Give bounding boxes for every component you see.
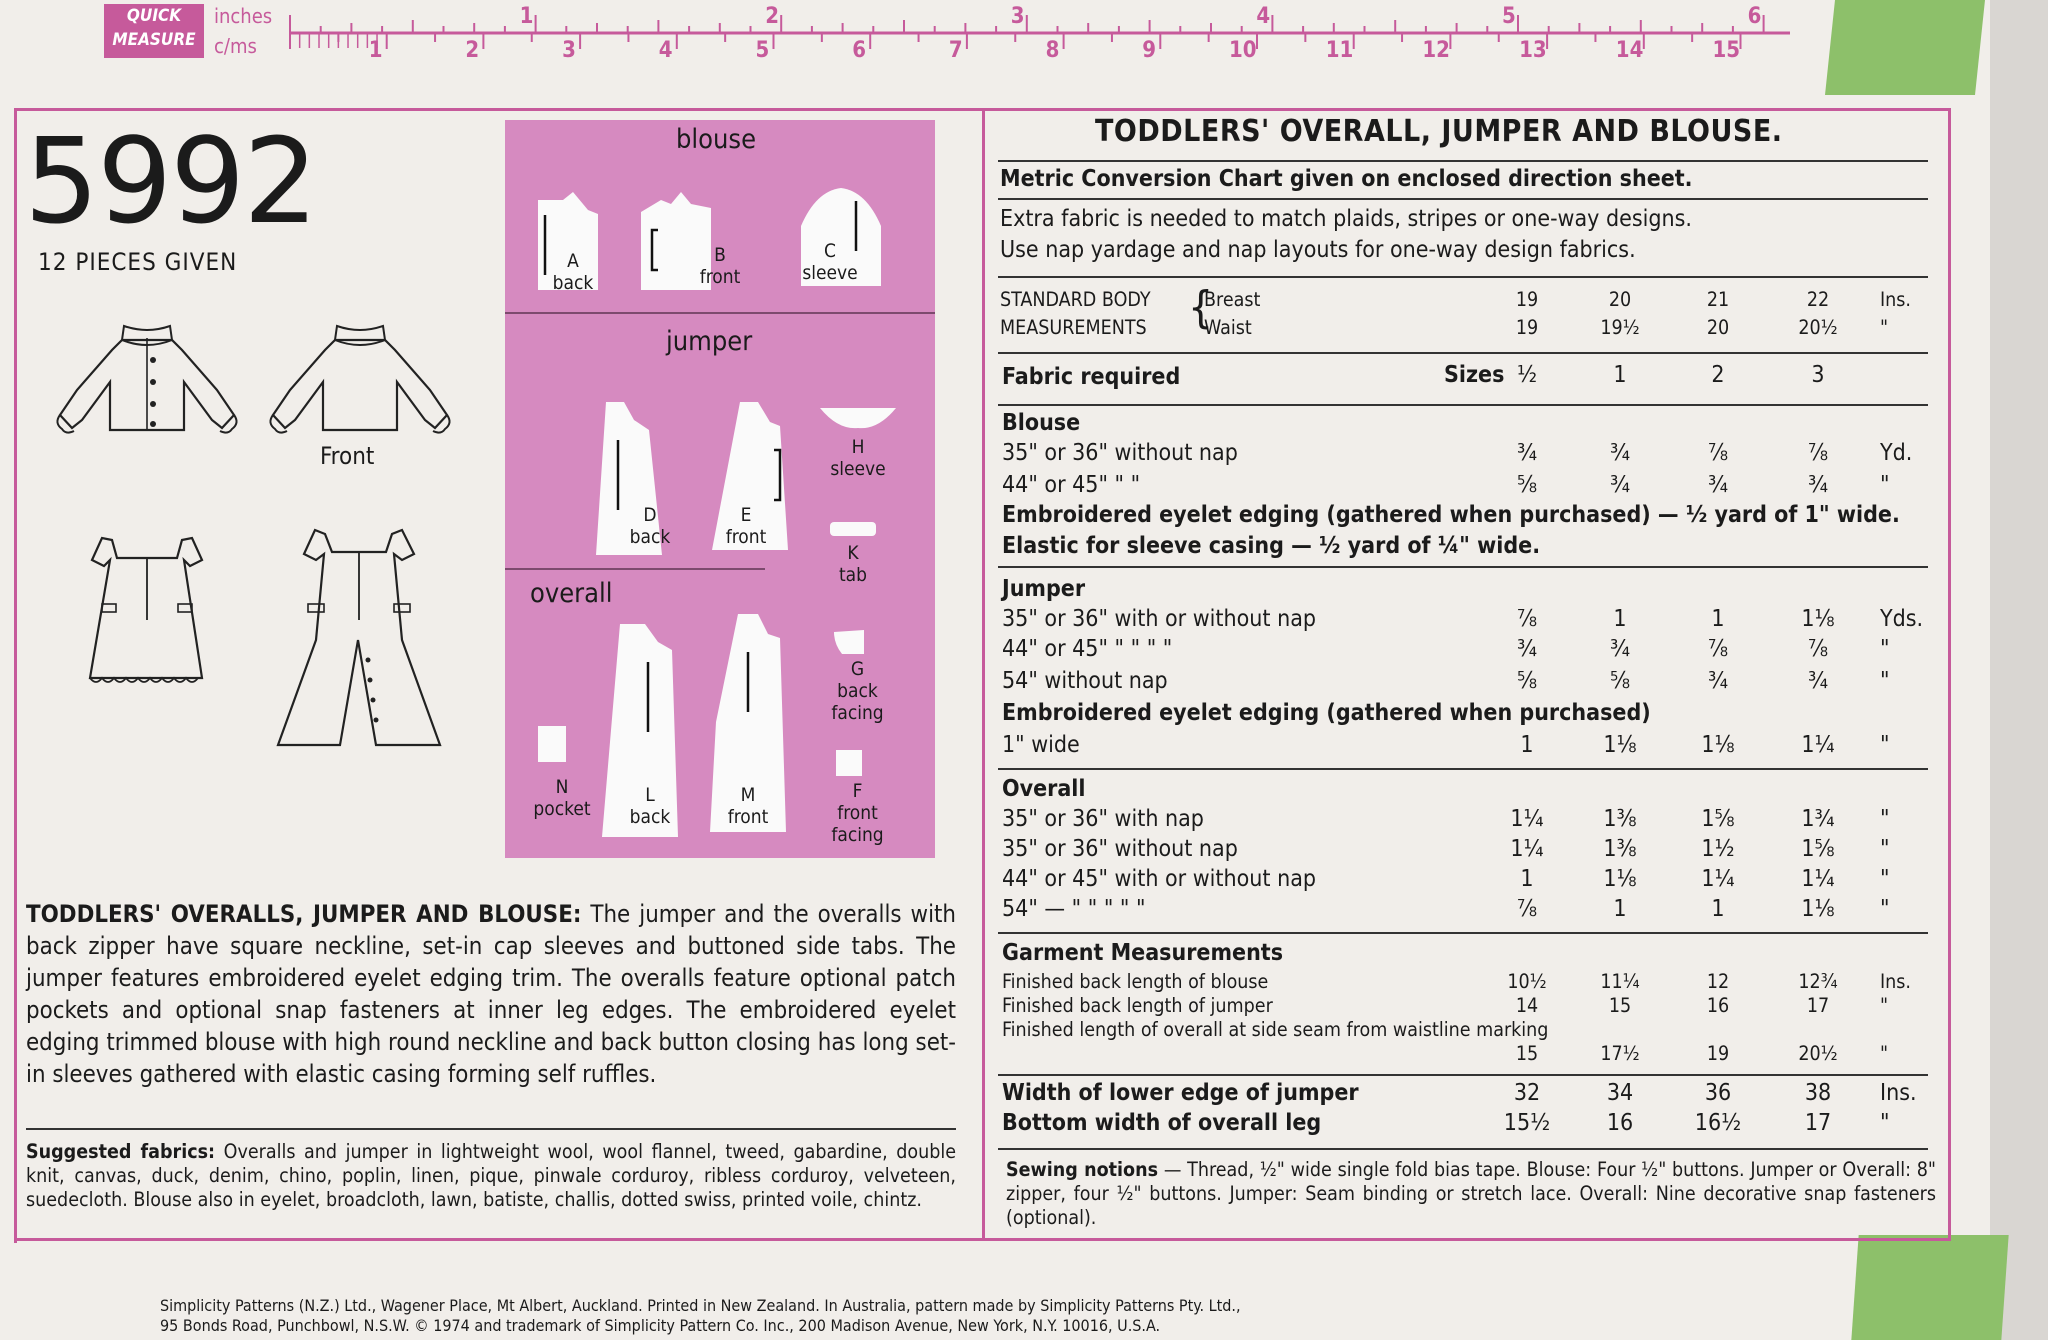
piece-b-name: front [699,266,741,288]
badge-line-2: MEASURE [112,30,196,50]
row-value: 1¼ [1801,866,1835,892]
piece-h-label [818,436,898,480]
body-brace: { [1188,282,1214,333]
breast-value: 19 [1515,288,1539,311]
row-value: 1⅛ [1801,606,1835,632]
panel-title-overall: overall [530,578,613,609]
table-rule [998,566,1928,568]
row-value: ⅝ [1609,668,1631,694]
metric-note: Metric Conversion Chart given on enclosed direction sheet. [1000,166,1693,192]
rule-1 [998,160,1928,162]
waist-value: 19½ [1600,316,1640,339]
row-value: 19 [1706,1042,1730,1065]
row-value: 12¾ [1798,970,1838,993]
row-value: 1¼ [1510,806,1544,832]
description-body: The jumper and the overalls with back zipper have square neckline, set-in cap sleeves and buttoned side tabs. The jumper features embroidered eyelet edging trim. The overalls feature optional patch pockets and optional snap fasteners at inner leg edges. The embroidered eyelet edging trimmed blouse with high round neckline and back button closing has long set-in sleeves gathered with elastic casing forming self ruffles. [26,900,956,1088]
piece-m-name: front [727,806,769,828]
width-jumper-value: 32 [1513,1080,1541,1106]
footer-line-2: 95 Bonds Road, Punchbowl, N.S.W. © 1974 and trademark of Simplicity Pattern Co. Inc., 200 Madison Avenue, New York, N.Y. 10016, U.S.A. [160,1316,1161,1335]
piece-c-letter: C [824,240,836,262]
piece-d-letter: D [643,504,657,526]
rule-4 [998,352,1928,354]
piece-k-label [818,542,888,586]
front-label: Front [320,442,375,470]
table-unit: " [1880,472,1890,498]
piece-k-letter: K [847,542,859,564]
row-label: 35" or 36" with or without nap [1002,606,1317,632]
table-unit: Ins. [1880,970,1912,993]
row-value: 1⅛ [1701,732,1735,758]
breast-value: 20 [1608,288,1632,311]
cm-mark-label: 5 [755,38,770,63]
cm-mark-label: 14 [1615,38,1644,63]
row-value: ¾ [1609,440,1631,466]
table-rule [998,932,1928,934]
width-jumper-value: 34 [1606,1080,1634,1106]
cm-mark-label: 10 [1229,38,1257,63]
cm-mark-label: 12 [1422,38,1450,63]
cm-mark-label: 3 [562,38,576,63]
row-value: 17½ [1600,1042,1640,1065]
badge-line-1: QUICK [126,6,182,26]
blouse-front-sketch [265,320,455,440]
table-rule [998,1074,1928,1076]
jumper-eyelet: Embroidered eyelet edging (gathered when purchased) [1002,700,1651,726]
table-unit: " [1880,732,1890,758]
blouse-back-sketch [52,320,242,440]
cm-mark-label: 13 [1519,38,1547,63]
rule-5 [998,404,1928,406]
piece-g-label [820,658,895,724]
breast-label: Breast [1204,288,1261,311]
table-unit: " [1880,1110,1890,1136]
cm-mark-label: 8 [1045,38,1060,63]
footer-line-1: Simplicity Patterns (N.Z.) Ltd., Wagener Place, Mt Albert, Auckland. Printed in New Zealand. In Australia, pattern made by Simplicity Patterns Pty. Ltd., [160,1296,1241,1315]
width-overall-label: Bottom width of overall leg [1002,1110,1322,1136]
pattern-description [26,898,956,1090]
piece-f-letter: F [852,780,863,802]
row-value: ¾ [1707,472,1729,498]
row-label: Finished back length of blouse [1002,970,1269,993]
blouse-elastic: Elastic for sleeve casing — ½ yard of ¼" wide. [1002,533,1541,559]
right-frame-edge [1948,108,1951,1240]
row-value: 1⅛ [1801,896,1835,922]
table-unit: " [1880,806,1890,832]
row-label: Finished back length of jumper [1002,994,1273,1017]
table-unit: " [1880,836,1890,862]
jumper-section-title: Jumper [1002,576,1086,602]
piece-e-label [716,504,776,548]
waist-value: 20½ [1798,316,1838,339]
right-top-line [985,108,1951,111]
piece-a-name: back [552,272,594,294]
description-divider [26,1128,956,1130]
size-header: ½ [1516,362,1538,388]
waist-value: 19 [1515,316,1539,339]
garment-section-title: Garment Measurements [1002,940,1284,966]
piece-n-name: pocket [533,798,591,820]
cm-mark-label: 2 [465,38,480,63]
suggested-fabrics [26,1140,956,1212]
piece-g-name: back facing [831,680,884,724]
row-value: 15 [1515,1042,1539,1065]
row-value: ⅞ [1516,606,1538,632]
row-value: 12 [1706,970,1730,993]
row-value: 1¼ [1801,732,1835,758]
piece-d-name: back [629,526,671,548]
notions-body: — Thread, ½" wide single fold bias tape. Blouse: Four ½" buttons. Jumper or Overall: 8" zipper, four ½" buttons. Jumper: Seam binding or stretch lace. Overall: Nine decorative snap fasteners (optional). [1006,1158,1936,1229]
panel-title-blouse: blouse [676,124,757,155]
row-value: ¾ [1516,440,1538,466]
row-value: 1⅛ [1603,732,1637,758]
table-unit: " [1880,866,1890,892]
piece-g-letter: G [850,658,865,680]
piece-b-letter: B [714,244,726,266]
row-label: 54" — " " " " " [1002,896,1146,922]
fabrics-body: Overalls and jumper in lightweight wool, wool flannel, tweed, gabardine, double knit, canvas, duck, denim, chino, poplin, linen, pique, pinwale corduroy, ribless corduroy, velveteen, suedecloth. Blouse also in eyelet, broadcloth, lawn, batiste, challis, dotted swiss, printed voile, chintz. [26,1140,956,1211]
extra-note-2: Use nap yardage and nap layouts for one-way design fabrics. [1000,237,1636,263]
extra-note-1: Extra fabric is needed to match plaids, stripes or one-way designs. [1000,206,1692,232]
width-overall-value: 16½ [1694,1110,1742,1136]
table-unit: " [1880,994,1889,1017]
piece-n-letter: N [555,776,569,798]
row-value: 14 [1515,994,1539,1017]
panel-title-jumper: jumper [666,326,753,357]
piece-k-shape [828,520,878,540]
row-value: ¾ [1609,472,1631,498]
row-value: ⅞ [1807,636,1829,662]
table-unit: Ins. [1880,1080,1917,1106]
table-unit: " [1880,636,1890,662]
piece-g-shape [832,628,866,656]
body-label-2: MEASUREMENTS [1000,316,1147,339]
tape-bottom-right [1851,1235,2008,1340]
piece-l-label [625,784,675,828]
inch-mark-label: 4 [1256,4,1271,29]
blouse-eyelet: Embroidered eyelet edging (gathered when purchased) — ½ yard of 1" wide. [1002,502,1900,528]
table-unit: " [1880,316,1889,339]
piece-f-shape [834,748,864,778]
width-jumper-value: 38 [1804,1080,1832,1106]
table-unit: Yd. [1880,440,1913,466]
row-value: ⅞ [1807,440,1829,466]
row-value: 1¼ [1701,866,1735,892]
piece-b-label [690,244,750,288]
pieces-given: 12 PIECES GIVEN [38,248,238,276]
row-value: ¾ [1516,636,1538,662]
overall-section-title: Overall [1002,776,1086,802]
row-value: 1 [1711,896,1725,922]
row-value: 1⅛ [1603,866,1637,892]
row-value: ⅝ [1516,668,1538,694]
piece-h-letter: H [851,436,865,458]
cm-mark-label: 4 [658,38,673,63]
rule-3 [998,276,1928,278]
row-value: 11¼ [1600,970,1640,993]
row-value: 1⅝ [1801,836,1835,862]
waist-label: Waist [1204,316,1252,339]
table-unit: " [1880,896,1890,922]
cm-mark-label: 9 [1142,38,1157,63]
cm-mark-label: 11 [1325,38,1354,63]
panel-divider-2 [505,568,765,570]
row-label: 54" without nap [1002,668,1168,694]
waist-value: 20 [1706,316,1730,339]
background-edge [1990,0,2048,1340]
row-value: ¾ [1807,668,1829,694]
piece-a-label [548,250,598,294]
rule-2 [998,198,1928,200]
body-label-1: STANDARD BODY [1000,288,1151,311]
description-heading: TODDLERS' OVERALLS, JUMPER AND BLOUSE: [26,900,582,928]
center-divider [982,108,985,1240]
chart-title: TODDLERS' OVERALL, JUMPER AND BLOUSE. [1095,114,1783,149]
inch-mark-label: 3 [1010,4,1025,29]
row-value: 1¼ [1510,836,1544,862]
breast-value: 21 [1706,288,1730,311]
overall-length-label: Finished length of overall at side seam from waistline marking [1002,1018,1549,1041]
row-value: 20½ [1798,1042,1838,1065]
piece-k-name: tab [838,564,868,586]
table-rule [998,768,1928,770]
width-overall-value: 17 [1804,1110,1832,1136]
breast-value: 22 [1806,288,1830,311]
fabrics-heading: Suggested fabrics: [26,1140,216,1163]
panel-divider-1 [505,312,935,314]
inch-mark-label: 1 [519,4,534,29]
row-value: 16 [1706,994,1730,1017]
row-value: 1 [1520,866,1534,892]
cm-label: c/ms [214,34,257,58]
piece-n-label [522,776,602,820]
piece-h-name: sleeve [830,458,886,480]
table-unit: " [1880,668,1890,694]
piece-n-shape [536,724,568,764]
table-rule [998,1148,1928,1150]
notions-heading: Sewing notions [1006,1158,1159,1181]
inch-mark-label: 2 [765,4,779,29]
row-label: 1" wide [1002,732,1080,758]
sewing-notions [1006,1158,1936,1230]
row-value: 1 [1613,896,1627,922]
size-header: 3 [1811,362,1825,388]
row-value: ¾ [1807,472,1829,498]
cm-mark-label: 15 [1712,38,1741,63]
width-overall-value: 15½ [1503,1110,1551,1136]
piece-a-letter: A [567,250,579,272]
row-label: 35" or 36" with nap [1002,806,1204,832]
blouse-section-title: Blouse [1002,410,1081,436]
row-label: 35" or 36" without nap [1002,836,1238,862]
size-header: 1 [1613,362,1627,388]
inch-mark-label: 5 [1502,4,1516,29]
row-label: 44" or 45" " " " " [1002,636,1173,662]
piece-e-letter: E [740,504,752,526]
row-value: 1⅜ [1603,836,1637,862]
table-unit: Yds. [1880,606,1924,632]
inches-label: inches [214,4,273,28]
width-overall-value: 16 [1606,1110,1634,1136]
width-jumper-value: 36 [1704,1080,1732,1106]
row-value: 1 [1613,606,1627,632]
row-value: ⅞ [1516,896,1538,922]
row-value: 17 [1806,994,1830,1017]
fabric-required-label: Fabric required [1002,364,1181,390]
piece-c-name: sleeve [802,262,858,284]
row-value: ⅞ [1707,440,1729,466]
row-value: 1 [1520,732,1534,758]
cm-mark-label: 6 [852,38,866,63]
row-value: 1¾ [1801,806,1835,832]
row-value: 15 [1608,994,1632,1017]
width-jumper-label: Width of lower edge of jumper [1002,1080,1359,1106]
piece-e-name: front [725,526,767,548]
bottom-frame-line [14,1238,1951,1241]
row-label: 35" or 36" without nap [1002,440,1238,466]
piece-l-name: back [629,806,671,828]
table-unit: " [1880,1042,1889,1065]
piece-f-name: front facing [831,802,884,846]
row-value: ⅝ [1516,472,1538,498]
row-value: 1 [1711,606,1725,632]
jumper-sketch [82,530,212,690]
row-value: 10½ [1507,970,1547,993]
inch-mark-label: 6 [1747,4,1762,29]
sizes-label: Sizes [1444,362,1505,388]
piece-h-shape [818,406,898,432]
cm-mark-label: 1 [368,38,383,63]
footer [160,1296,1241,1336]
pattern-number: 5992 [24,112,317,250]
row-value: 1⅜ [1603,806,1637,832]
piece-d-label [625,504,675,548]
row-value: ¾ [1707,668,1729,694]
size-header: 2 [1711,362,1725,388]
table-unit: Ins. [1880,288,1912,311]
tape-top-right [1825,0,1985,95]
overall-sketch [270,520,450,750]
piece-c-label [795,240,865,284]
piece-l-letter: L [645,784,655,806]
row-label: 44" or 45" " " [1002,472,1141,498]
piece-m-label [718,784,778,828]
row-value: 1½ [1701,836,1735,862]
piece-m-letter: M [740,784,756,806]
row-label: 44" or 45" with or without nap [1002,866,1317,892]
row-value: ¾ [1609,636,1631,662]
row-value: 1⅝ [1701,806,1735,832]
row-value: ⅞ [1707,636,1729,662]
piece-f-label [820,780,895,846]
cm-mark-label: 7 [948,38,963,63]
